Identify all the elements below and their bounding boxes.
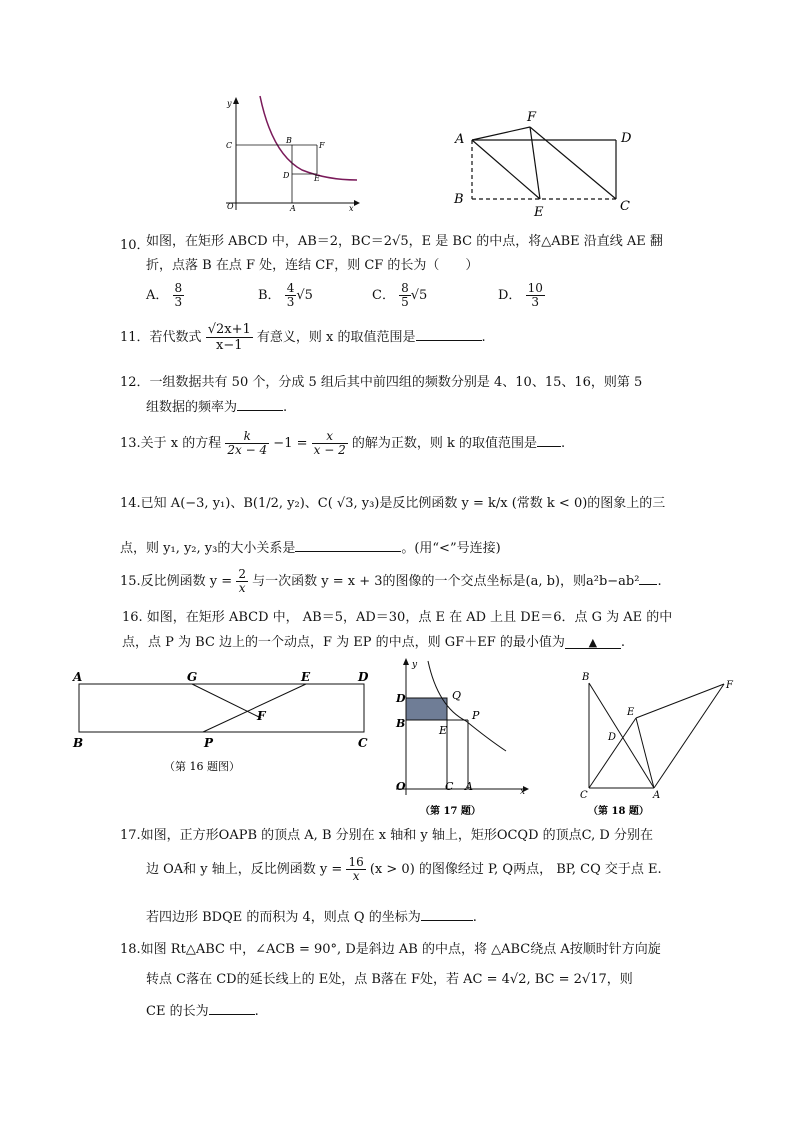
label-B: B	[582, 672, 590, 683]
q11-post: 有意义，则 x 的取值范围是	[256, 330, 416, 345]
label-B: B	[286, 136, 292, 145]
q14-line2	[120, 537, 501, 556]
label-P: P	[472, 709, 480, 722]
q18-line3-text: CE 的长为	[146, 1004, 209, 1019]
triangle-mark-icon: ▲	[588, 636, 598, 649]
label-A: A	[455, 132, 465, 147]
option-c-label: C．	[372, 288, 395, 303]
q14-line1: 14.已知 A(−3, y₁)、B(1/2, y₂)、C( √3, y₃)是反比例函数 y = k/x (常数 k < 0)的图象上的三	[120, 496, 666, 511]
numerator: 16	[348, 855, 364, 869]
numerator: √2x+1	[207, 322, 251, 337]
denominator: x − 2	[313, 443, 346, 457]
denominator: 5	[401, 295, 409, 309]
q15-post: 与一次函数 y = x + 3的图像的一个交点坐标是(a, b)，则a²b−ab²	[252, 574, 640, 589]
q10-line2: 折，点落 B 在点 F 处，连结 CF，则 CF 的长为（ ）	[146, 258, 479, 273]
label-C: C	[580, 790, 588, 801]
label-C: C	[358, 736, 368, 750]
option-d-label: D．	[498, 288, 522, 303]
q12-answer-blank[interactable]	[237, 397, 283, 411]
q14-line2-text: 点，则 y₁, y₂, y₃的大小关系是	[120, 541, 296, 556]
option-c-root: √5	[410, 288, 428, 303]
q16-line1: 16. 如图，在矩形 ABCD 中， AB＝5，AD＝30，点 E 在 AD 上且 DE＝6．点 G 为 AE 的中	[122, 610, 673, 625]
q13-mid: −1 =	[273, 436, 308, 451]
label-Q: Q	[452, 689, 462, 702]
q13-end: .	[561, 436, 566, 451]
label-O: O	[396, 780, 406, 793]
q13-post: 的解为正数，则 k 的取值范围是	[351, 436, 538, 451]
fig16-caption: （第 16 题图）	[164, 760, 240, 773]
figure-rectangle-fold	[450, 106, 640, 218]
q11-end: .	[481, 330, 486, 345]
denominator: 3	[174, 295, 183, 309]
label-F: F	[319, 141, 325, 150]
q13-pre: 13.关于 x 的方程	[120, 436, 222, 451]
label-D: D	[358, 670, 369, 684]
q11-fraction	[206, 322, 253, 353]
label-x: x	[349, 204, 354, 212]
q11-number: 11．	[120, 330, 150, 345]
option-b-label: B．	[258, 288, 281, 303]
q16-line2	[122, 635, 625, 651]
q18-line1: 18.如图 Rt△ABC 中，∠ACB = 90°, D是斜边 AB 的中点，将 △ABC绕点 A按顺时针方向旋	[120, 942, 661, 957]
q17-line2	[146, 856, 662, 883]
q18-line3	[146, 1000, 259, 1019]
label-D: D	[283, 171, 290, 180]
q18-answer-blank[interactable]	[209, 1001, 255, 1015]
option-d-fraction	[526, 282, 545, 309]
q10-line1: 如图，在矩形 ABCD 中，AB＝2，BC＝2√5，E 是 BC 的中点，将△ABE 沿直线 AE 翻	[146, 234, 663, 249]
q10-number: 10．	[120, 238, 150, 253]
label-E: E	[314, 174, 320, 183]
q13-fraction-1	[225, 430, 269, 457]
label-O: O	[227, 202, 234, 211]
q10-option-a[interactable]	[146, 282, 184, 309]
q17-fraction	[346, 856, 365, 883]
figure-18	[574, 668, 744, 818]
label-E: E	[534, 205, 544, 218]
denominator: 3	[286, 295, 295, 309]
q16-line2-text: 点，点 P 为 BC 边上的一个动点，F 为 EP 的中点，则 GF＋EF 的最小值为	[122, 635, 565, 650]
q10-option-d[interactable]	[498, 282, 545, 309]
label-E: E	[627, 707, 635, 718]
q12-line1: 12．一组数据共有 50 个，分成 5 组后其中前四组的频数分别是 4、10、15、16，则第 5	[120, 375, 643, 390]
label-F: F	[257, 709, 266, 723]
label-B: B	[454, 192, 464, 207]
q15-fraction	[236, 568, 248, 595]
q13-answer-blank[interactable]	[537, 433, 561, 447]
label-F: F	[726, 680, 733, 691]
q17-end: .	[472, 910, 477, 925]
figure-17	[392, 655, 532, 820]
numerator: 4	[286, 281, 295, 295]
label-A: A	[653, 790, 661, 801]
numerator: 8	[174, 281, 183, 295]
label-D: D	[608, 732, 617, 743]
q17-line1: 17.如图，正方形OAPB 的顶点 A, B 分别在 x 轴和 y 轴上，矩形OCQD 的顶点C, D 分别在	[120, 828, 653, 843]
q15-pre: 15.反比例函数 y =	[120, 574, 233, 589]
label-A: A	[290, 204, 296, 212]
q16-answer-blank[interactable]	[565, 635, 621, 649]
figure-hyperbola	[222, 94, 362, 212]
q15-end: .	[657, 574, 662, 589]
q11-answer-blank[interactable]	[416, 327, 482, 341]
q11-pre: 若代数式	[149, 330, 202, 345]
label-G: G	[187, 670, 198, 684]
q14-answer-blank[interactable]	[295, 538, 401, 552]
label-F: F	[527, 110, 537, 125]
q17-line2-post: (x > 0) 的图像经过 P, Q两点， BP, CQ 交于点 E.	[369, 862, 662, 877]
q18-end: .	[254, 1004, 259, 1019]
label-C: C	[445, 780, 454, 793]
q17-line2-pre: 边 OA和 y 轴上，反比例函数 y =	[146, 862, 343, 877]
label-P: P	[204, 736, 214, 750]
option-a-fraction	[173, 282, 185, 309]
q10-option-c[interactable]	[372, 282, 427, 309]
label-y: y	[227, 99, 232, 108]
option-b-fraction	[285, 282, 297, 309]
denominator: x−1	[215, 338, 243, 353]
label-D: D	[621, 131, 632, 146]
q12-line2-text: 组数据的频率为	[146, 400, 238, 415]
numerator: 2	[238, 567, 246, 581]
fig17-caption: （第 17 题）	[420, 806, 481, 817]
label-E: E	[439, 724, 448, 737]
label-B: B	[396, 717, 406, 730]
q18-line2: 转点 C落在 CD的延长线上的 E处，点 B落在 F处，若 AC = 4√2, BC = 2√17，则	[146, 972, 633, 987]
q17-answer-blank[interactable]	[421, 907, 473, 921]
label-A: A	[465, 780, 473, 793]
option-b-root: √5	[296, 288, 313, 303]
option-c-fraction	[399, 282, 411, 309]
label-C: C	[226, 141, 233, 150]
q12-end: .	[283, 400, 288, 415]
q11	[120, 322, 486, 353]
numerator: k	[225, 430, 269, 444]
numerator: 10	[527, 281, 543, 295]
denominator: 3	[531, 295, 540, 309]
q17-line3	[146, 906, 477, 925]
numerator: 8	[401, 281, 409, 295]
q12-line2	[146, 396, 287, 415]
q15-answer-blank[interactable]	[639, 571, 657, 585]
label-x: x	[520, 787, 526, 797]
q14-end: 。(用“<”号连接)	[401, 541, 501, 556]
label-C: C	[620, 199, 630, 214]
label-A: A	[73, 670, 83, 684]
q13-fraction-2	[312, 430, 348, 457]
fig18-caption: （第 18 题）	[588, 806, 649, 817]
label-y: y	[412, 660, 418, 670]
q17-line3-text: 若四边形 BDQE 的而积为 4，则点 Q 的坐标为	[146, 910, 421, 925]
label-D: D	[396, 692, 406, 705]
option-a-label: A．	[146, 288, 169, 303]
denominator: 2x − 4	[227, 443, 268, 457]
figure-16	[68, 668, 378, 776]
q10-option-b[interactable]	[258, 282, 313, 309]
denominator: x	[238, 581, 246, 595]
numerator: x	[312, 430, 348, 444]
q13	[120, 430, 565, 457]
q16-end: .	[620, 635, 625, 650]
label-E: E	[301, 670, 311, 684]
label-B: B	[73, 736, 84, 750]
q15	[120, 568, 662, 595]
denominator: x	[352, 869, 360, 883]
